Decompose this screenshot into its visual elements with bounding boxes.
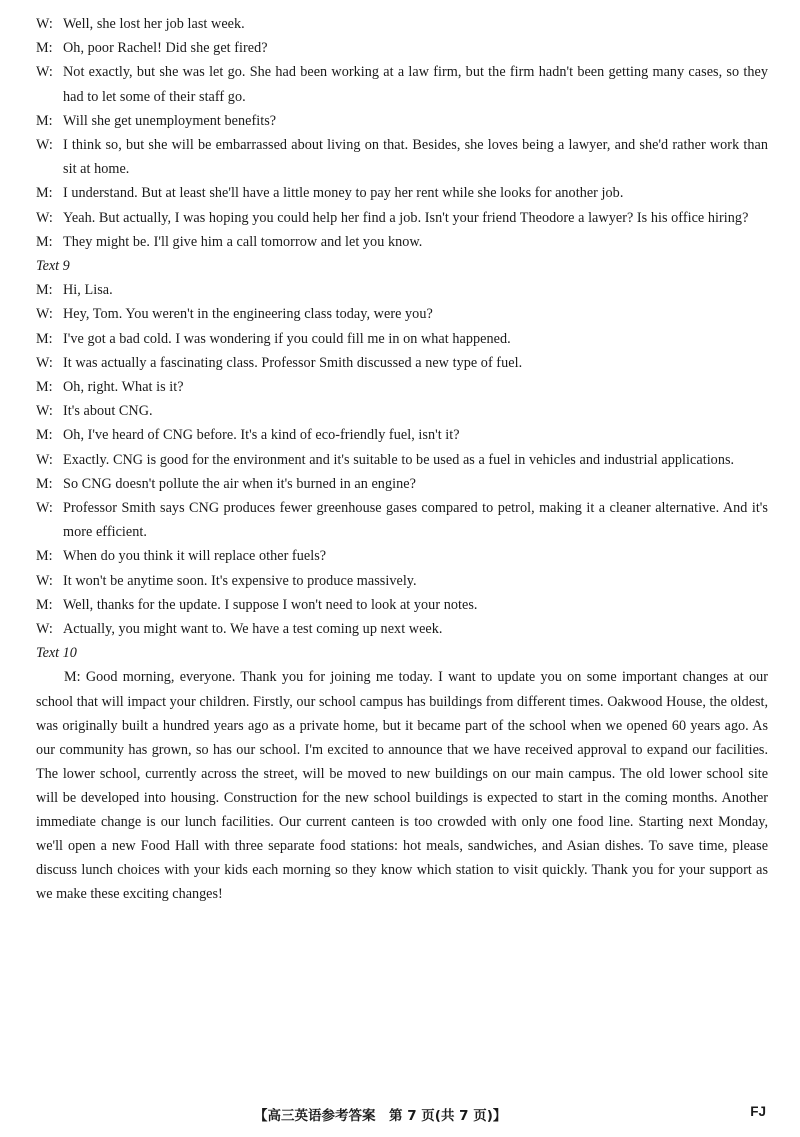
speaker-label: M:	[36, 427, 53, 444]
speaker-label: W:	[36, 354, 53, 371]
dialogue-text: Hey, Tom. You weren't in the engineering class today, were you?	[63, 306, 433, 323]
dialogue-text: Oh, I've heard of CNG before. It's a kind of eco-friendly fuel, isn't it?	[63, 427, 460, 444]
text10-monologue: M: Good morning, everyone. Thank you for joining me today. I want to update you on some important changes at our school that will impact your children. Firstly, our school campus has buildings from different times. Oakwood House, the oldest, was originally built a hundred years ago as a private home, but it became part of the school when we opened 60 years ago. As our community has grown, so has our school. I'm excited to announce that we have received approval to expand our facilities. The lower school, currently across the street, will be moved to new buildings on our main campus. The old lower school site will be developed into housing. Construction for the new school buildings is expected to start in the coming months. Another immediate change is our lunch facilities. Our current canteen is too crowded with only one food line. Starting next Monday, we'll open a new Food Hall with three separate food stations: hot meals, sandwiches, and Asian dishes. To save time, please discuss lunch choices with your kids each morning so they know which station to visit quickly. Thank you for your support as we make these exciting changes!	[36, 669, 768, 903]
speaker-label: W:	[36, 137, 53, 154]
speaker-label: M:	[36, 282, 53, 299]
speaker-label: W:	[36, 403, 53, 420]
dialogue-text: I've got a bad cold. I was wondering if you could fill me in on what happened.	[63, 330, 511, 347]
speaker-label: W:	[36, 64, 53, 81]
footer-region-code: FJ	[750, 1104, 766, 1119]
dialogue-text: Exactly. CNG is good for the environment and it's suitable to be used as a fuel in vehicles and industrial applications.	[63, 451, 735, 468]
speaker-label: M:	[36, 475, 53, 492]
speaker-label: M:	[36, 596, 53, 613]
dialogue-line	[36, 278, 768, 302]
footer-page-info: 【高三英语参考答案 第 7 页(共 7 页)】	[254, 1108, 507, 1124]
dialogue-text: Actually, you might want to. We have a test coming up next week.	[63, 621, 443, 638]
dialogue-text: Well, she lost her job last week.	[63, 16, 245, 32]
dialogue-text: Not exactly, but she was let go. She had been working at a law firm, but the firm hadn't been getting many cases, so they had to let some of their staff go.	[63, 64, 768, 105]
text10-section	[36, 641, 768, 906]
dialogue-line	[36, 351, 768, 375]
speaker-label: W:	[36, 306, 53, 323]
dialogue-text: I think so, but she will be embarrassed about living on that. Besides, she loves being a lawyer, and she'd rather work than sit at home.	[63, 137, 768, 178]
speaker-label: M:	[36, 379, 53, 396]
dialogue-line	[36, 569, 768, 593]
speaker-label: W:	[36, 16, 53, 32]
dialogue-text: I understand. But at least she'll have a little money to pay her rent while she looks for another job.	[63, 185, 624, 202]
dialogue-text: It was actually a fascinating class. Professor Smith discussed a new type of fuel.	[63, 354, 523, 371]
dialogue-line	[36, 617, 768, 641]
dialogue-text: When do you think it will replace other fuels?	[63, 548, 327, 565]
dialogue-line	[36, 375, 768, 399]
dialogue-text: They might be. I'll give him a call tomorrow and let you know.	[63, 233, 423, 250]
dialogue-text: Well, thanks for the update. I suppose I won't need to look at your notes.	[63, 596, 478, 613]
dialogue-line	[36, 544, 768, 568]
speaker-label: W:	[36, 209, 53, 226]
dialogue-line	[36, 60, 768, 108]
dialogue-text: It's about CNG.	[63, 403, 153, 420]
speaker-label: W:	[36, 572, 53, 589]
speaker-label: M:	[36, 548, 53, 565]
dialogue-line	[36, 206, 768, 230]
dialogue-text: Professor Smith says CNG produces fewer greenhouse gases compared to petrol, making it a cleaner alternative. And it's more efficient.	[63, 500, 768, 541]
dialogue-text: Hi, Lisa.	[63, 282, 113, 299]
dialogue-text: Oh, poor Rachel! Did she get fired?	[63, 40, 268, 57]
dialogue-text: Oh, right. What is it?	[63, 379, 184, 396]
text9-heading: Text 9	[36, 258, 70, 275]
dialogue-line	[36, 181, 768, 205]
transcript-body	[36, 12, 768, 906]
speaker-label: M:	[36, 233, 53, 250]
dialogue-line	[36, 133, 768, 181]
speaker-label: M:	[36, 112, 53, 129]
speaker-label: M:	[36, 330, 53, 347]
dialogue-line	[36, 472, 768, 496]
dialogue-line	[36, 327, 768, 351]
text10-heading: Text 10	[36, 645, 77, 662]
speaker-label: W:	[36, 621, 53, 638]
dialogue-line	[36, 36, 768, 60]
text8-dialogue-tail	[36, 12, 768, 254]
dialogue-text: So CNG doesn't pollute the air when it's burned in an engine?	[63, 475, 416, 492]
dialogue-line	[36, 12, 768, 36]
dialogue-line	[36, 423, 768, 447]
speaker-label: M:	[36, 40, 53, 57]
dialogue-line	[36, 448, 768, 472]
dialogue-line	[36, 109, 768, 133]
dialogue-text: Yeah. But actually, I was hoping you could help her find a job. Isn't your friend Theodore a lawyer? Is his office hiring?	[63, 209, 749, 226]
speaker-label: W:	[36, 451, 53, 468]
dialogue-line	[36, 230, 768, 254]
dialogue-line	[36, 593, 768, 617]
dialogue-text: It won't be anytime soon. It's expensive to produce massively.	[63, 572, 417, 589]
speaker-label: M:	[36, 185, 53, 202]
dialogue-line	[36, 399, 768, 423]
text9-section	[36, 254, 768, 641]
dialogue-text: Will she get unemployment benefits?	[63, 112, 277, 129]
speaker-label: W:	[36, 500, 53, 517]
dialogue-line	[36, 302, 768, 326]
dialogue-line	[36, 496, 768, 544]
